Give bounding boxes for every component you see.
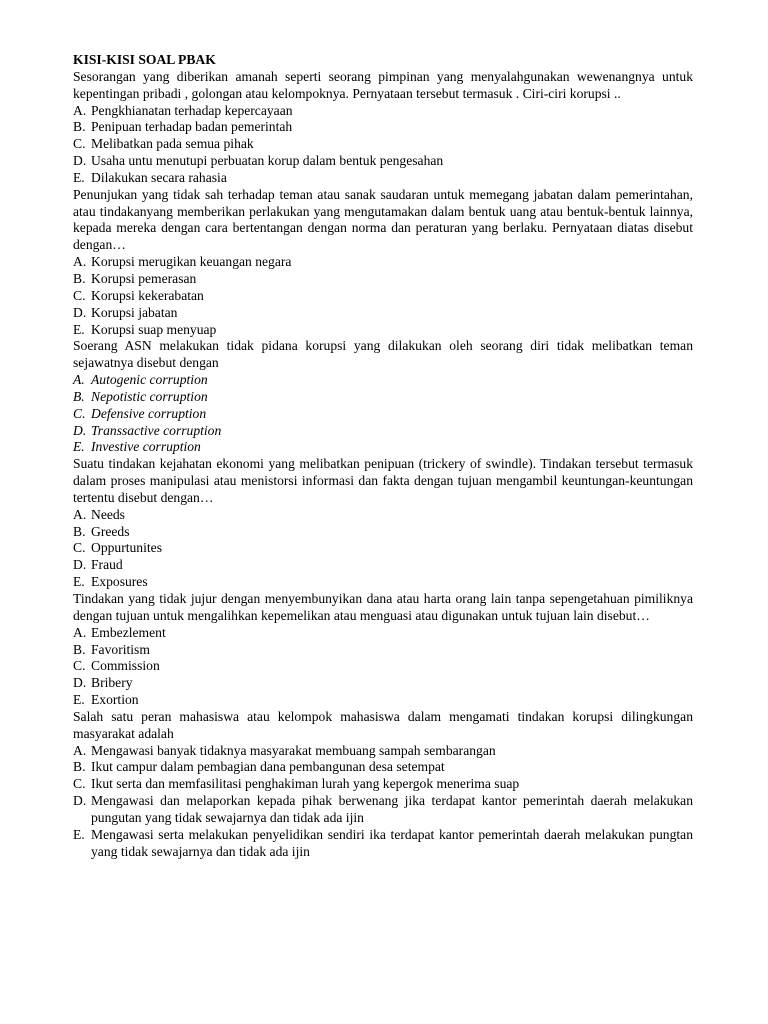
option-text: Investive corruption (91, 439, 201, 455)
option-text: Bribery (91, 675, 133, 691)
option-letter: E. (73, 169, 85, 185)
answer-option (73, 759, 693, 776)
answer-options (73, 507, 693, 591)
option-text: Korupsi merugikan keuangan negara (91, 254, 292, 270)
option-letter: D. (73, 304, 87, 320)
option-letter: A. (73, 624, 87, 640)
option-text: Favoritism (91, 641, 150, 657)
answer-option (73, 254, 693, 271)
option-letter: B. (73, 759, 86, 775)
answer-option (73, 406, 693, 423)
answer-option (73, 793, 693, 827)
answer-options (73, 103, 693, 187)
option-text: Ikut serta dan memfasilitasi penghakiman lurah yang kepergok menerima suap (91, 776, 520, 792)
option-letter: E. (73, 321, 85, 337)
option-letter: D. (73, 422, 87, 438)
question-block (73, 69, 693, 187)
answer-option (73, 288, 693, 305)
option-letter: A. (73, 254, 87, 270)
answer-option (73, 574, 693, 591)
answer-option (73, 743, 693, 760)
question-block (73, 187, 693, 339)
option-letter: D. (73, 793, 87, 809)
answer-option (73, 658, 693, 675)
option-letter: E. (73, 574, 85, 590)
option-letter: B. (73, 523, 86, 539)
document-title: KISI-KISI SOAL PBAK (73, 52, 216, 67)
option-letter: C. (73, 405, 86, 421)
option-letter: B. (73, 270, 86, 286)
answer-option (73, 322, 693, 339)
option-letter: C. (73, 658, 86, 674)
option-text: Commission (91, 658, 160, 674)
answer-option (73, 389, 693, 406)
answer-option (73, 776, 693, 793)
option-text: Embezlement (91, 624, 166, 640)
option-letter: D. (73, 153, 87, 169)
answer-option (73, 153, 693, 170)
option-text: Korupsi suap menyuap (91, 321, 217, 337)
option-letter: E. (73, 826, 85, 842)
question-text: Salah satu peran mahasiswa atau kelompok mahasiswa dalam mengamati tindakan korupsi dilingkungan masyarakat adalah (73, 708, 693, 741)
option-letter: A. (73, 372, 85, 388)
question-text: Penunjukan yang tidak sah terhadap teman atau sanak saudaran untuk memegang jabatan dalam pemerintahan, atau tindakanyang memberikan perlakukan yang mengutamakan dalam bentuk uang atau bentuk-bentuk lainnya, kepada mereka dengan cara bertentangan dengan norma dan peraturan yang berlaku. Pernyataan diatas disebut dengan… (73, 186, 693, 253)
option-letter: B. (73, 641, 86, 657)
option-text: Mengawasi serta melakukan penyelidikan sendiri ika terdapat kantor pemerintah daerah melakukan pungtan yang tidak sewajarnya dan tidak ada ijin (91, 826, 693, 859)
answer-options (73, 625, 693, 709)
answer-option (73, 136, 693, 153)
question-block (73, 456, 693, 591)
answer-option (73, 557, 693, 574)
option-text: Pengkhianatan terhadap kepercayaan (91, 102, 293, 118)
option-letter: D. (73, 557, 87, 573)
answer-option (73, 524, 693, 541)
option-letter: A. (73, 506, 87, 522)
answer-option (73, 103, 693, 120)
option-text: Greeds (91, 523, 130, 539)
option-letter: C. (73, 136, 86, 152)
answer-option (73, 423, 693, 440)
option-text: Transsactive corruption (91, 422, 222, 438)
option-text: Korupsi jabatan (91, 304, 178, 320)
answer-option (73, 675, 693, 692)
answer-option (73, 439, 693, 456)
question-text: Tindakan yang tidak jujur dengan menyembunyikan dana atau harta orang lain tanpa sepengetahuan pimiliknya dengan tujuan untuk mengalihkan kepemelikan atau menguasi atau digunakan untuk tujuan lain disebut… (73, 591, 693, 623)
question-text: Sesorangan yang diberikan amanah seperti seorang pimpinan yang menyalahgunakan wewenangnya untuk kepentingan pribadi , golongan atau kelompoknya. Pernyataan tersebut termasuk . Ciri-ciri korupsi .. (73, 68, 693, 101)
option-text: Oppurtunites (91, 540, 162, 556)
question-block (73, 338, 693, 456)
option-text: Nepotistic corruption (91, 388, 208, 404)
option-letter: E. (73, 439, 85, 455)
option-letter: B. (73, 119, 86, 135)
option-text: Usaha untu menutupi perbuatan korup dalam bentuk pengesahan (91, 153, 444, 169)
option-text: Fraud (91, 557, 123, 573)
option-text: Exortion (91, 692, 139, 708)
question-list (73, 69, 693, 861)
option-text: Ikut campur dalam pembagian dana pembangunan desa setempat (91, 759, 445, 775)
answer-options (73, 254, 693, 338)
answer-option (73, 827, 693, 861)
answer-option (73, 305, 693, 322)
answer-option (73, 372, 693, 389)
option-text: Needs (91, 506, 125, 522)
option-text: Exposures (91, 574, 148, 590)
answer-option (73, 507, 693, 524)
option-text: Penipuan terhadap badan pemerintah (91, 119, 293, 135)
option-text: Dilakukan secara rahasia (91, 169, 227, 185)
question-block (73, 591, 693, 709)
option-letter: A. (73, 102, 87, 118)
option-letter: C. (73, 776, 86, 792)
option-letter: C. (73, 540, 86, 556)
answer-options (73, 743, 693, 861)
option-letter: D. (73, 675, 87, 691)
option-letter: E. (73, 692, 85, 708)
option-text: Melibatkan pada semua pihak (91, 136, 254, 152)
document-page (73, 52, 693, 861)
answer-option (73, 540, 693, 557)
option-text: Mengawasi dan melaporkan kepada pihak berwenang jika terdapat kantor pemerintah daerah melakukan pungutan yang tidak sewajarnya dan tidak ada ijin (91, 793, 693, 825)
question-text: Suatu tindakan kejahatan ekonomi yang melibatkan penipuan (trickery of swindle). Tindakan tersebut termasuk dalam proses manipulasi atau menistorsi informasi dan fakta dengan tujuan mengambil keuntungan-keuntungan tertentu disebut dengan… (73, 456, 693, 505)
option-text: Korupsi pemerasan (91, 270, 197, 286)
answer-options (73, 372, 693, 456)
question-block (73, 709, 693, 861)
answer-option (73, 119, 693, 136)
option-text: Autogenic corruption (91, 372, 208, 388)
option-letter: C. (73, 287, 86, 303)
answer-option (73, 170, 693, 187)
question-text: Soerang ASN melakukan tidak pidana korupsi yang dilakukan oleh seorang diri tidak melibatkan teman sejawatnya disebut dengan (73, 338, 693, 371)
answer-option (73, 642, 693, 659)
answer-option (73, 692, 693, 709)
option-text: Korupsi kekerabatan (91, 287, 204, 303)
option-letter: A. (73, 742, 87, 758)
answer-option (73, 625, 693, 642)
answer-option (73, 271, 693, 288)
option-text: Defensive corruption (91, 405, 207, 421)
option-letter: B. (73, 388, 85, 404)
option-text: Mengawasi banyak tidaknya masyarakat membuang sampah sembarangan (91, 742, 496, 758)
